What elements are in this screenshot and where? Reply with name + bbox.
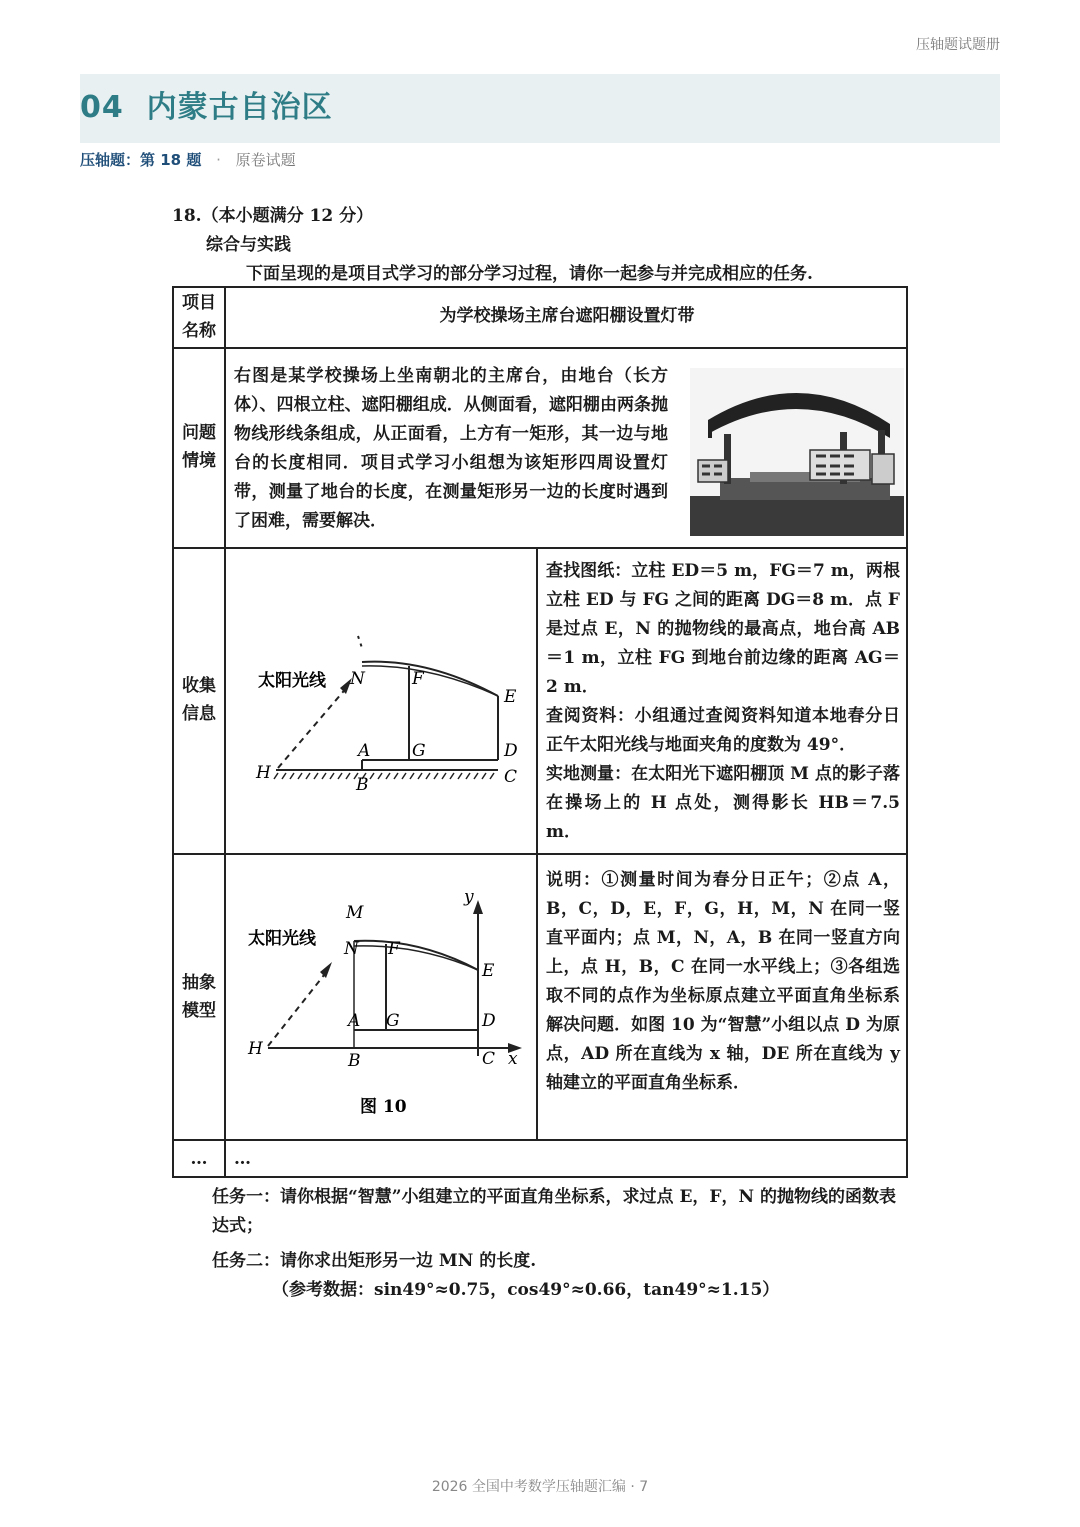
task-two: 任务二：请你求出矩形另一边 MN 的长度. [212, 1251, 537, 1271]
svg-text:F: F [412, 669, 424, 689]
model-explanation: 说明：①测量时间为春分日正午；②点 A，B，C，D，E，F，G，H，M，N 在同一竖直平面内；点 M，N，A，B 在同一竖直方向上，点 H，B，C 在同一水平线上；③各组选取不同的点作为坐标原点建立平面直角坐标系解决问题．如图 10 为“智慧”小组以点 D 为原点，AD 所在直线为 x 轴，DE 所在直线为 y 轴建立的平面直角坐标系． [546, 870, 900, 1093]
coordinate-model-diagram [228, 886, 532, 1126]
page-footer: 2026 全国中考数学压轴题汇编 · 7 [431, 1479, 649, 1495]
column-divider [224, 286, 226, 1178]
project-name: 为学校操场主席台遮阳棚设置灯带 [439, 306, 695, 326]
svg-text:D: D [482, 1011, 496, 1031]
source-label: 原卷试题 [235, 151, 296, 169]
row-label-more: … [190, 1149, 208, 1169]
running-header: 压轴题试题册 [916, 37, 1000, 53]
svg-text:E: E [504, 687, 517, 707]
sun-ray-label-model: 太阳光线 [248, 929, 316, 949]
more-content: … [234, 1149, 251, 1169]
svg-text:B: B [356, 775, 369, 795]
subheader [80, 149, 296, 170]
svg-text:E: E [482, 961, 495, 981]
svg-text:A: A [348, 1011, 361, 1031]
svg-text:M: M [346, 903, 364, 923]
separator: · [216, 151, 221, 169]
figure-caption: 图 10 [360, 1097, 407, 1117]
svg-text:D: D [504, 741, 518, 761]
info-drawings: 查找图纸：立柱 ED＝5 m，FG＝7 m，两根立柱 ED 与 FG 之间的距离 DG＝8 m．点 F 是过点 E，N 的抛物线的最高点，地台高 AB＝1 m，立柱 FG 到地台前边缘的距离 AG＝2 m． [546, 561, 900, 697]
svg-text:N: N [350, 669, 365, 689]
svg-text:B: B [348, 1051, 361, 1071]
inner-column-divider [536, 547, 538, 1141]
svg-text:H: H [248, 1039, 263, 1059]
svg-text:C: C [504, 767, 518, 787]
svg-text:C: C [482, 1049, 496, 1069]
svg-text:x: x [508, 1049, 518, 1069]
problem-type: 综合与实践 [206, 235, 291, 255]
row-divider [172, 1139, 908, 1141]
row-divider [172, 853, 908, 855]
site-diagram [228, 586, 532, 826]
stage-photo-illustration [690, 368, 904, 536]
svg-text:A: A [358, 741, 371, 761]
row-label-model: 抽象 模型 [182, 973, 216, 1021]
svg-text:G: G [412, 741, 426, 761]
svg-text:H: H [256, 763, 271, 783]
problem-number: 18.（本小题满分 12 分） [172, 206, 374, 226]
reference-data: （参考数据：sin49°≈0.75，cos49°≈0.66，tan49°≈1.15） [272, 1280, 780, 1300]
svg-text:N: N [344, 939, 359, 959]
row-divider [172, 347, 908, 349]
svg-text:F: F [388, 939, 400, 959]
section-title: 04 内蒙古自治区 [80, 90, 333, 125]
row-label-name: 项目 名称 [182, 293, 216, 341]
task-one: 任务一：请你根据“智慧”小组建立的平面直角坐标系，求过点 E，F，N 的抛物线的函数表达式； [212, 1187, 896, 1236]
info-text [546, 557, 900, 847]
row-divider [172, 547, 908, 549]
svg-text:y: y [464, 887, 474, 907]
problem-intro: 下面呈现的是项目式学习的部分学习过程，请你一起参与并完成相应的任务. [246, 264, 813, 284]
sun-ray-label: 太阳光线 [258, 671, 326, 691]
svg-text:G: G [386, 1011, 400, 1031]
info-measurement: 实地测量：在太阳光下遮阳棚顶 M 点的影子落在操场上的 H 点处，测得影长 HB＝7.5 m． [546, 764, 900, 842]
question-table [172, 286, 908, 1178]
row-label-info: 收集 信息 [182, 676, 216, 724]
info-research: 查阅资料：小组通过查阅资料知道本地春分日正午太阳光线与地面夹角的度数为 49°． [546, 706, 900, 755]
context-text: 右图是某学校操场上坐南朝北的主席台，由地台（长方体）、四根立柱、遮阳棚组成．从侧面看，遮阳棚由两条抛物线形线条组成，从正面看，上方有一矩形，其一边与地台的长度相同．项目式学习小组想为该矩形四周设置灯带，测量了地台的长度，在测量矩形另一边的长度时遇到了困难，需要解决． [234, 366, 668, 531]
row-label-context: 问题 情境 [182, 423, 216, 471]
problem-label: 压轴题：第 18 题 [80, 151, 202, 169]
